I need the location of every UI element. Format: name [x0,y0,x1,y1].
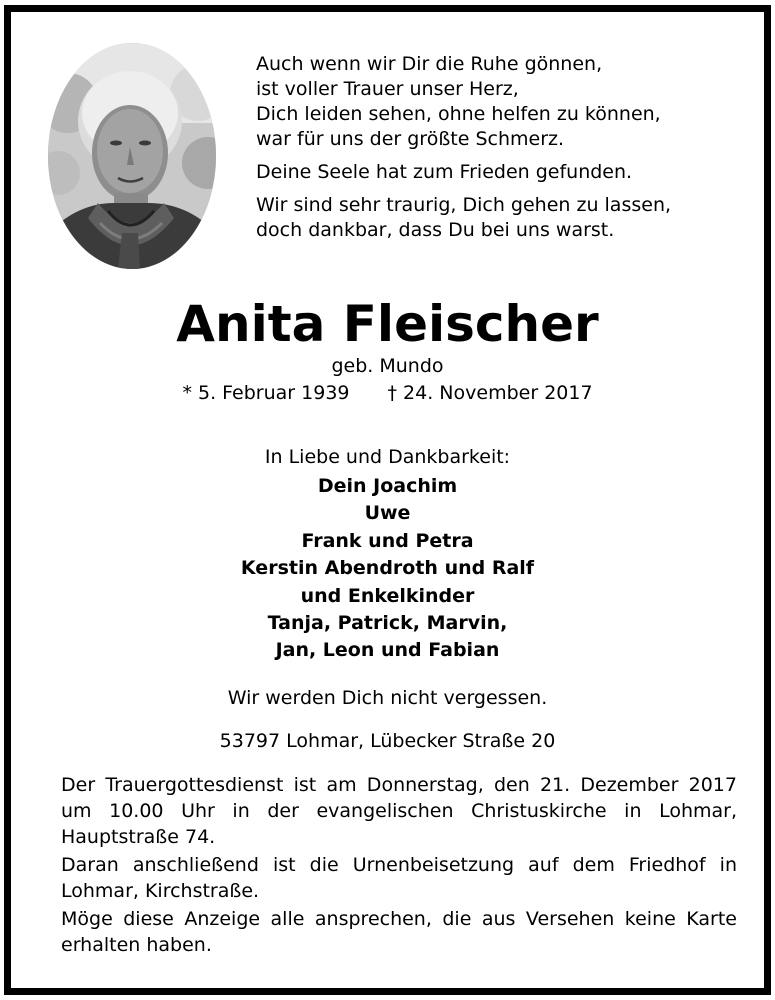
mourner-line: und Enkelkinder [300,584,475,607]
service-info [61,772,737,960]
mourner-line: Uwe [364,502,411,525]
service-paragraph: Der Trauergottesdienst ist am Donnerstag, den 21. Dezember 2017 um 10.00 Uhr in der evangelischen Christuskirche in Lohmar, Hauptstraße 74. [61,774,737,848]
closing-line: Wir werden Dich nicht vergessen. [227,687,548,709]
birth-date: * 5. Februar 1939 [182,382,350,404]
mourners-list [11,473,764,665]
obituary-frame [4,5,771,995]
life-dates [11,380,764,406]
deceased-name: Anita Fleischer [176,295,599,353]
notice-paragraph: Möge diese Anzeige alle ansprechen, die aus Versehen keine Karte erhalten haben. [61,908,737,956]
mourner-line: Kerstin Abendroth und Ralf [240,557,535,580]
poem [256,52,756,251]
death-date: † 24. November 2017 [387,382,593,404]
mourners-intro: In Liebe und Dankbarkeit: [264,446,511,468]
maiden-name: geb. Mundo [331,355,444,377]
mourner-line: Tanja, Patrick, Marvin, [267,612,508,635]
poem-stanza: Wir sind sehr traurig, Dich gehen zu lassen, doch dankbar, dass Du bei uns warst. [256,194,672,241]
burial-paragraph: Daran anschließend ist die Urnenbeisetzung auf dem Friedhof in Lohmar, Kirchstraße. [61,854,737,902]
portrait-photo [48,43,216,269]
poem-stanza: Deine Seele hat zum Frieden gefunden. [256,161,633,183]
poem-stanza: Auch wenn wir Dir die Ruhe gönnen, ist voller Trauer unser Herz, Dich leiden sehen, ohne helfen zu können, war für uns der größte Schmerz. [256,53,661,150]
address: 53797 Lohmar, Lübecker Straße 20 [219,730,556,752]
mourner-line: Frank und Petra [301,529,474,552]
mourner-line: Dein Joachim [317,475,458,497]
mourner-line: Jan, Leon und Fabian [275,639,500,662]
